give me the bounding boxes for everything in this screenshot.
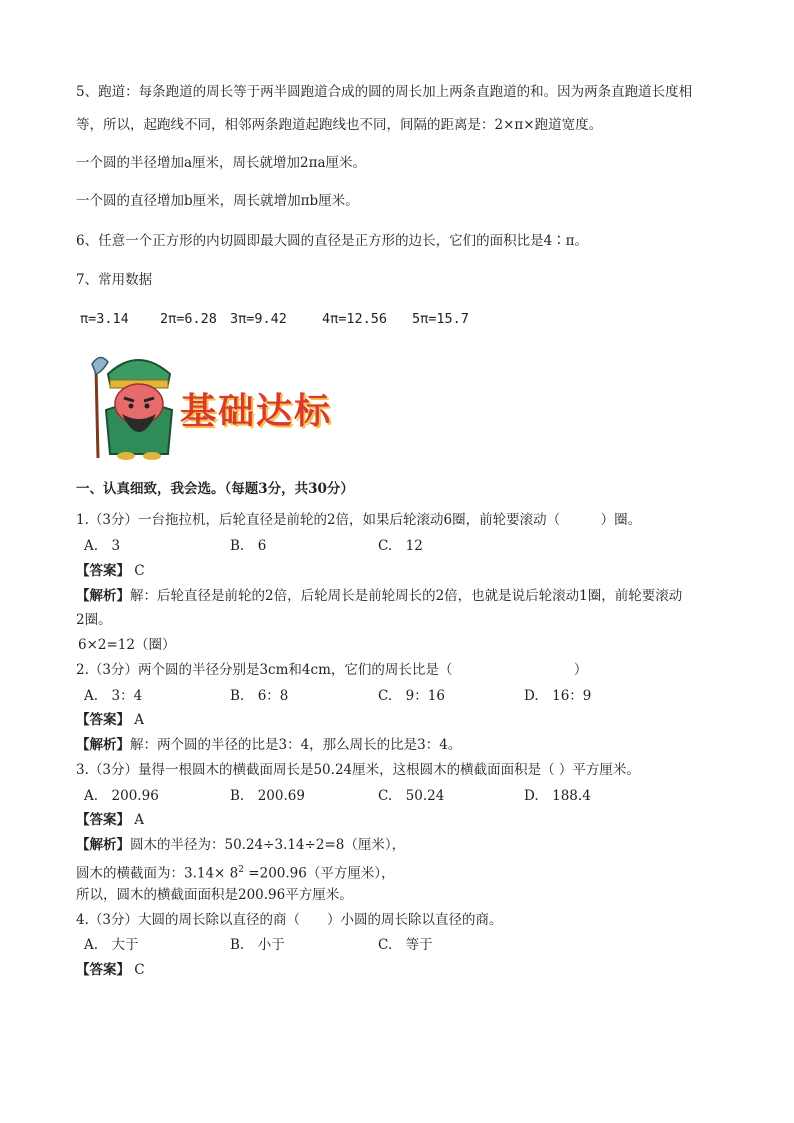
option-b[interactable]: B. 小于 (230, 937, 285, 953)
option-a[interactable]: A. 大于 (84, 937, 139, 953)
analysis-text: 解：两个圆的半径的比是3：4，那么周长的比是3：4。 (130, 737, 462, 753)
analysis-continuation: 2圈。 (76, 612, 112, 628)
answer-row (76, 960, 145, 980)
section-heading: 一、认真细致，我会选。（每题3分，共30分） (76, 481, 354, 497)
analysis-calculation: 6×2=12（圈） (78, 637, 176, 653)
analysis-label: 【解析】 (76, 737, 130, 753)
option-a[interactable]: A. 3：4 (84, 688, 143, 704)
answer-label: 【答案】 (76, 712, 130, 728)
answer-value: C (134, 563, 145, 579)
banner-title: 基础达标 (180, 391, 333, 432)
question-stem: 4.（3分）大圆的周长除以直径的商（ ）小圆的周长除以直径的商。 (76, 912, 503, 928)
answer-value: C (134, 962, 145, 978)
question-stem: 1.（3分）一台拖拉机，后轮直径是前轮的2倍，如果后轮滚动6圈，前轮要滚动（ ）圈。 (76, 512, 642, 528)
analysis-label: 【解析】 (76, 588, 130, 604)
option-d[interactable]: D. 188.4 (524, 788, 591, 804)
answer-value: A (134, 812, 145, 828)
answer-label: 【答案】 (76, 962, 130, 978)
option-b[interactable]: B. 6：8 (230, 688, 289, 704)
analysis-row (76, 586, 682, 606)
pi-value: 4π=12.56 (322, 311, 388, 327)
analysis-label: 【解析】 (76, 837, 130, 853)
analysis-row (76, 835, 405, 855)
note-7: 7、常用数据 (76, 272, 153, 288)
answer-label: 【答案】 (76, 563, 130, 579)
analysis-text: =200.96（平方厘米）， (244, 865, 395, 882)
note-5-line2: 等，所以，起跑线不同，相邻两条跑道起跑线也不同，间隔的距离是：2×π×跑道宽度。 (76, 117, 603, 133)
option-c[interactable]: C. 9：16 (378, 688, 445, 704)
analysis-row (76, 735, 461, 755)
analysis-text: 圆木的横截面为：3.14× 8 (76, 865, 239, 882)
pi-value: 5π=15.7 (412, 311, 469, 327)
pi-value: 2π=6.28 (160, 311, 217, 327)
answer-label: 【答案】 (76, 812, 130, 828)
answer-row (76, 810, 144, 830)
option-c[interactable]: C. 50.24 (378, 788, 445, 804)
answer-row (76, 561, 145, 581)
analysis-conclusion: 所以，圆木的横截面面积是200.96平方厘米。 (76, 887, 353, 903)
note-radius: 一个圆的半径增加a厘米，周长就增加2πa厘米。 (76, 155, 367, 171)
analysis-text: 圆木的半径为：50.24÷3.14÷2=8（厘米）， (130, 837, 406, 853)
pi-value: 3π=9.42 (230, 311, 287, 327)
analysis-area-formula (76, 860, 395, 884)
exponent: 2 (238, 865, 244, 875)
question-stem: 3.（3分）量得一根圆木的横截面周长是50.24厘米，这根圆木的横截面面积是（ ）平方厘米。 (76, 762, 640, 778)
note-5-line1: 5、跑道：每条跑道的周长等于两半圆跑道合成的圆的周长加上两条直跑道的和。因为两条直跑道长度相 (76, 84, 693, 100)
option-c[interactable]: C. 等于 (378, 937, 433, 953)
analysis-text: 解：后轮直径是前轮的2倍，后轮周长是前轮周长的2倍，也就是说后轮滚动1圈，前轮要滚动 (130, 588, 683, 604)
question-stem: 2.（3分）两个圆的半径分别是3cm和4cm，它们的周长比是（ ） (76, 662, 588, 678)
option-b[interactable]: B. 6 (230, 538, 267, 554)
pi-value: π=3.14 (80, 311, 129, 327)
answer-row (76, 710, 144, 730)
option-c[interactable]: C. 12 (378, 538, 423, 554)
answer-value: A (134, 712, 145, 728)
option-a[interactable]: A. 200.96 (84, 788, 159, 804)
note-6: 6、任意一个正方形的内切圆即最大圆的直径是正方形的边长，它们的面积比是4∶π。 (76, 233, 589, 249)
option-b[interactable]: B. 200.69 (230, 788, 305, 804)
note-diameter: 一个圆的直径增加b厘米，周长就增加πb厘米。 (76, 193, 359, 209)
option-d[interactable]: D. 16：9 (524, 688, 592, 704)
option-a[interactable]: A. 3 (84, 538, 121, 554)
